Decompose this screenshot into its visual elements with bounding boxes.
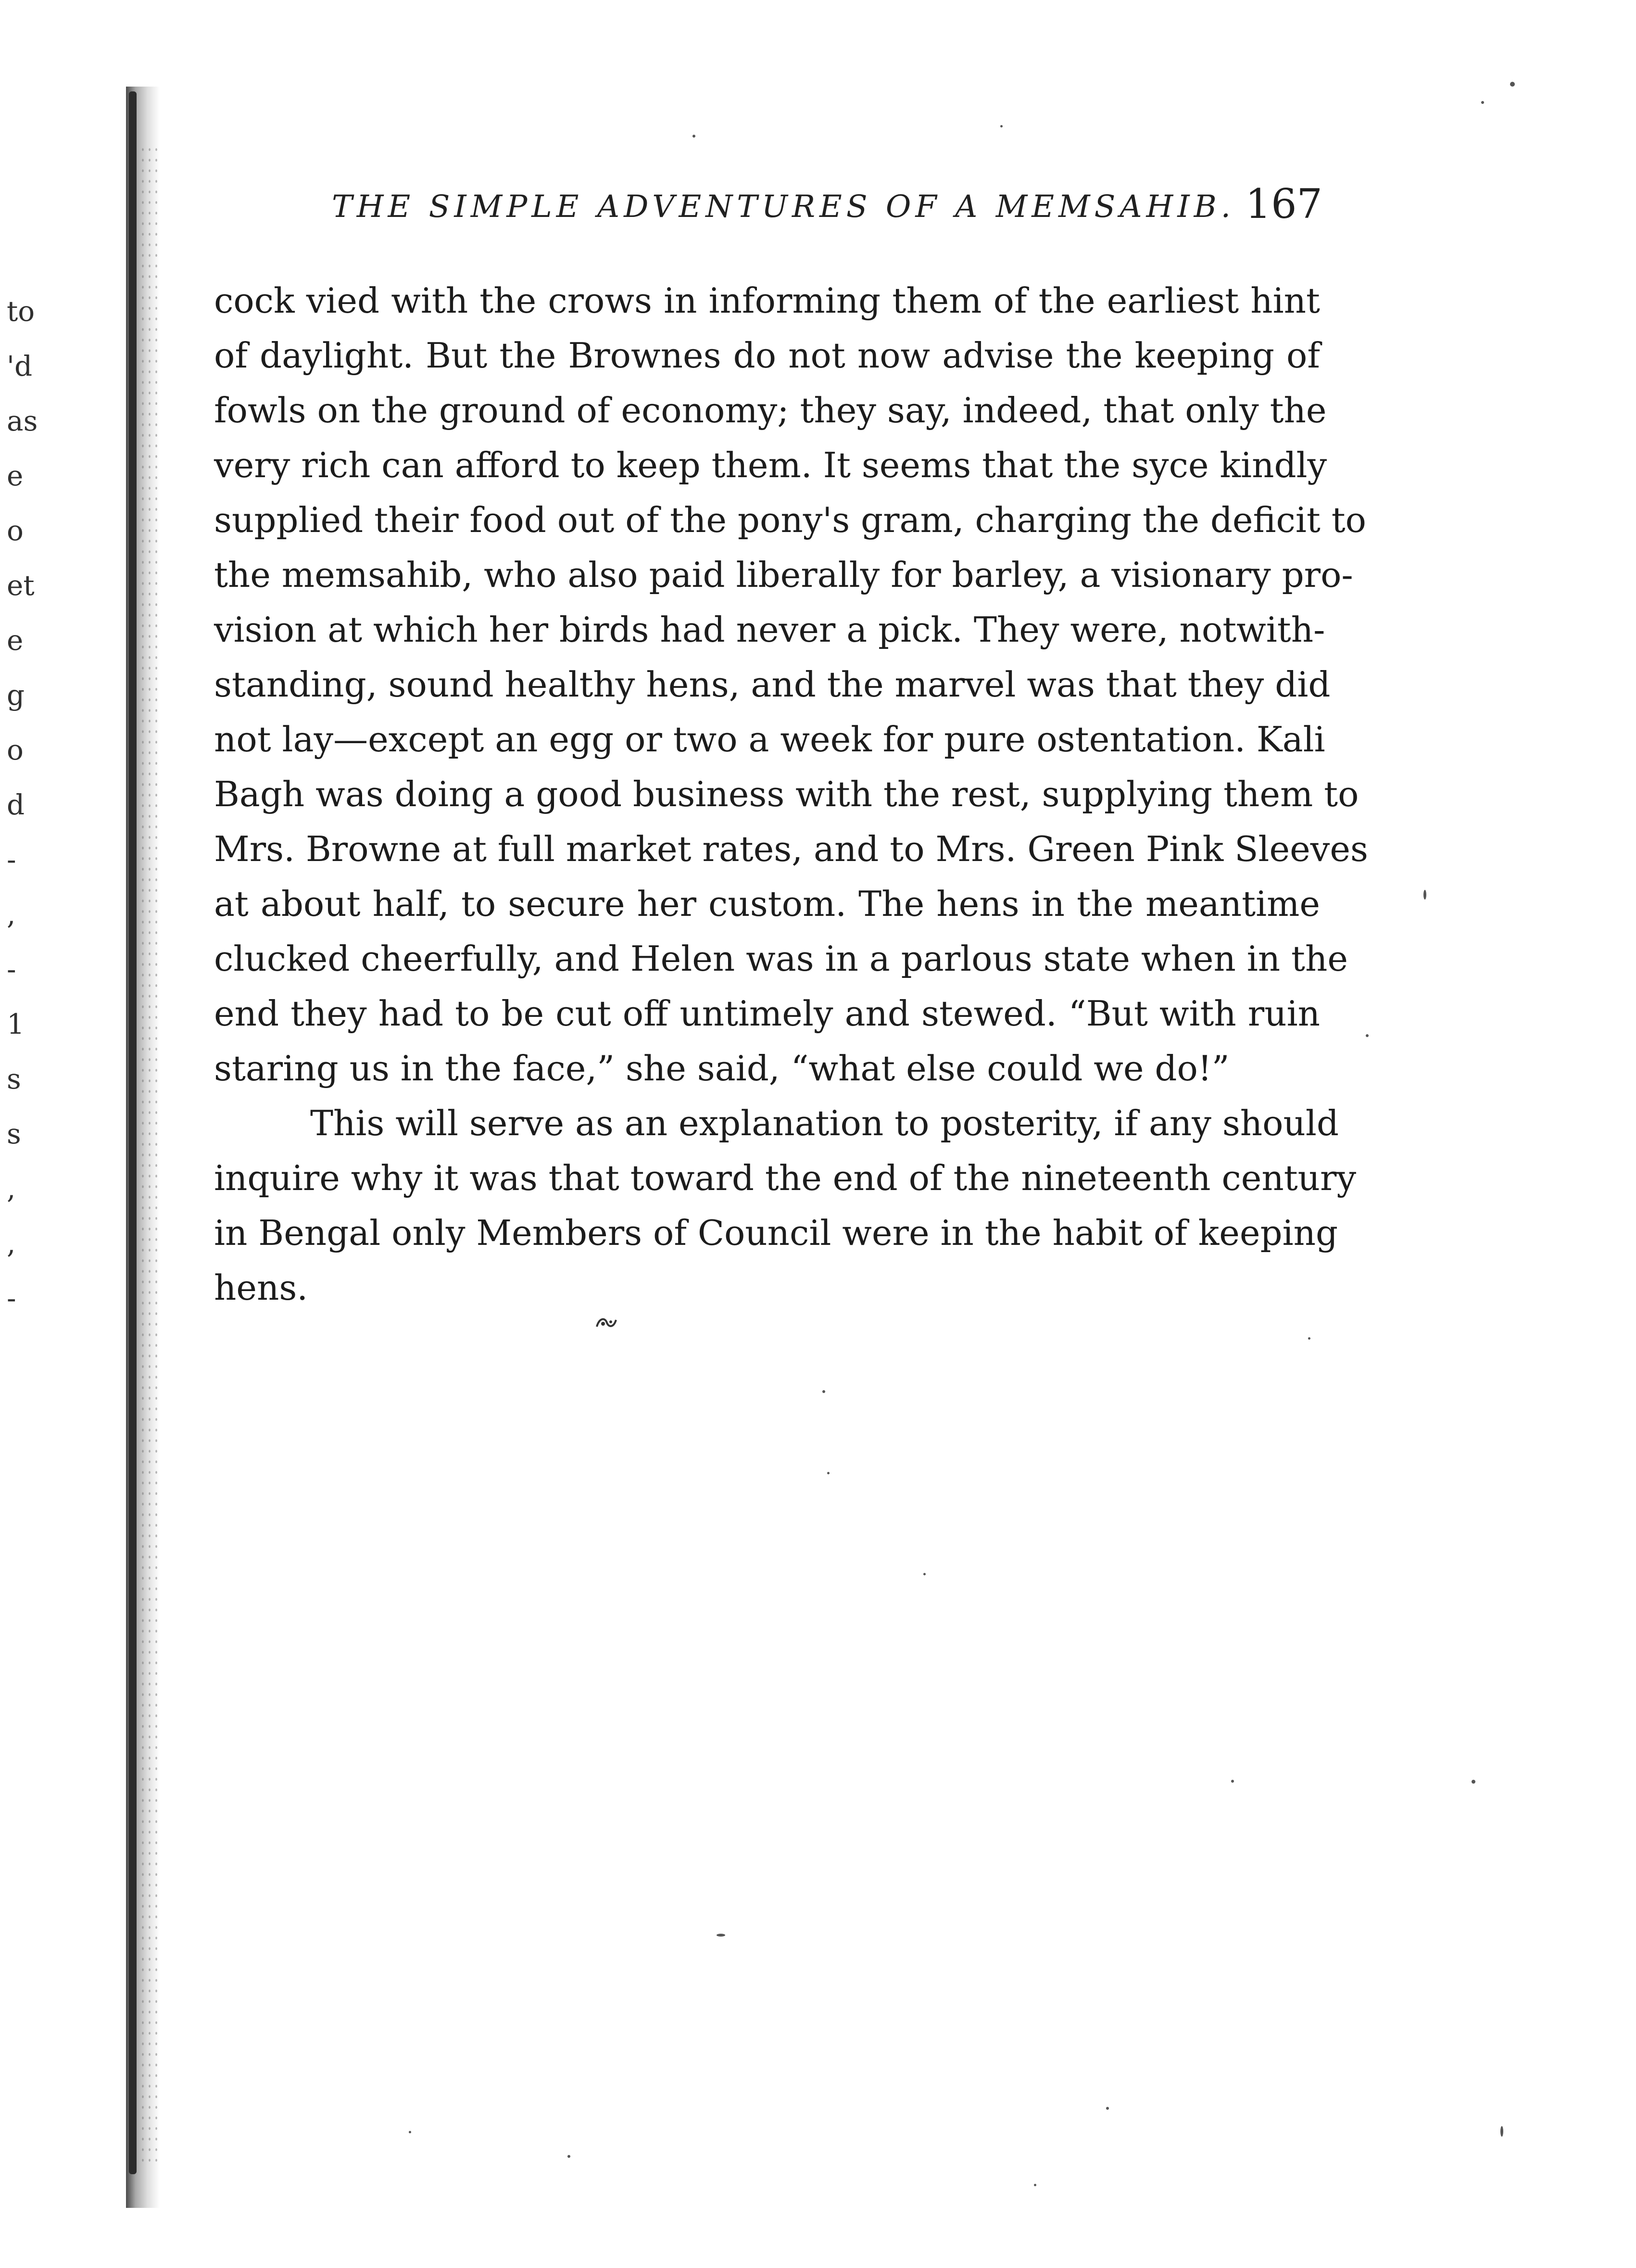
text-line: clucked cheerfully, and Helen was in a parlous state when in the	[214, 938, 1348, 979]
facing-fragment: -	[7, 953, 16, 986]
body-text	[214, 273, 1368, 1315]
facing-fragment: 1	[7, 1008, 25, 1040]
text-line: not lay—except an egg or two a week for pure ostentation. Kali	[214, 719, 1325, 760]
page-header	[332, 180, 1322, 238]
text-line: of daylight. But the Brownes do not now advise the keeping of	[214, 335, 1320, 376]
page-number: 167	[1245, 180, 1322, 228]
facing-page-fragments	[7, 284, 64, 1326]
running-title: THE SIMPLE ADVENTURES OF A MEMSAHIB.	[332, 189, 1235, 225]
print-speck	[1366, 1034, 1369, 1037]
facing-fragment: s	[7, 1063, 21, 1095]
facing-fragment: e	[7, 459, 24, 492]
text-line: standing, sound healthy hens, and the marvel was that they did	[214, 664, 1331, 705]
paragraph-end-line: hens.	[214, 1267, 308, 1308]
text-line: cock vied with the crows in informing them of the earliest hint	[214, 280, 1320, 321]
print-speck	[1231, 1780, 1234, 1783]
facing-fragment: as	[7, 405, 38, 437]
print-speck	[822, 1390, 825, 1393]
text-line: end they had to be cut off untimely and stewed. “But with ruin	[214, 993, 1320, 1034]
text-line: fowls on the ground of economy; they say, indeed, that only the	[214, 390, 1327, 431]
text-line: vision at which her birds had never a pick. They were, notwith-	[214, 609, 1325, 650]
text-line: very rich can afford to keep them. It seems that the syce kindly	[214, 445, 1327, 485]
facing-fragment: ,	[7, 1172, 16, 1205]
print-speck	[409, 2131, 411, 2133]
text-line: at about half, to secure her custom. The hens in the meantime	[214, 884, 1320, 924]
print-speck	[1510, 82, 1515, 87]
paragraph-end-line: staring us in the face,” she said, “what else could we do!”	[214, 1048, 1230, 1089]
facing-fragment: et	[7, 569, 35, 602]
facing-fragment: d	[7, 788, 25, 821]
facing-fragment: ,	[7, 1227, 16, 1260]
print-speck	[827, 1472, 830, 1474]
tailpiece-ornament-icon	[594, 1313, 618, 1332]
text-line: Bagh was doing a good business with the rest, supplying them to	[214, 774, 1359, 814]
facing-fragment: -	[7, 1282, 16, 1315]
binding-texture	[139, 144, 159, 2165]
text-line: Mrs. Browne at full market rates, and to Mrs. Green Pink Sleeves	[214, 829, 1368, 869]
facing-fragment: g	[7, 679, 25, 711]
facing-fragment: to	[7, 295, 35, 328]
print-speck	[1423, 890, 1426, 900]
text-line: in Bengal only Members of Council were in the habit of keeping	[214, 1213, 1338, 1253]
text-line: supplied their food out of the pony's gram, charging the deficit to	[214, 500, 1367, 540]
paragraph-start-line: This will serve as an explanation to posterity, if any should	[310, 1103, 1339, 1143]
print-speck	[1308, 1337, 1310, 1340]
print-speck	[1000, 125, 1003, 127]
facing-fragment: o	[7, 514, 24, 547]
print-speck	[717, 1934, 725, 1937]
print-speck	[1034, 2184, 1036, 2186]
print-speck	[1472, 1780, 1475, 1784]
print-speck	[1481, 101, 1484, 104]
facing-fragment: e	[7, 624, 24, 657]
print-speck	[923, 1573, 926, 1575]
facing-fragment: -	[7, 843, 16, 876]
text-line: inquire why it was that toward the end of the nineteenth century	[214, 1158, 1357, 1198]
facing-fragment: o	[7, 734, 24, 766]
print-speck	[1500, 2126, 1503, 2137]
facing-fragment: 'd	[7, 350, 33, 382]
facing-fragment: s	[7, 1117, 21, 1150]
print-speck	[692, 135, 695, 138]
print-speck	[567, 2155, 570, 2158]
print-speck	[1106, 2107, 1109, 2110]
text-line: the memsahib, who also paid liberally for barley, a visionary pro-	[214, 555, 1353, 595]
binding-edge	[129, 91, 137, 2174]
facing-fragment: ,	[7, 898, 16, 931]
